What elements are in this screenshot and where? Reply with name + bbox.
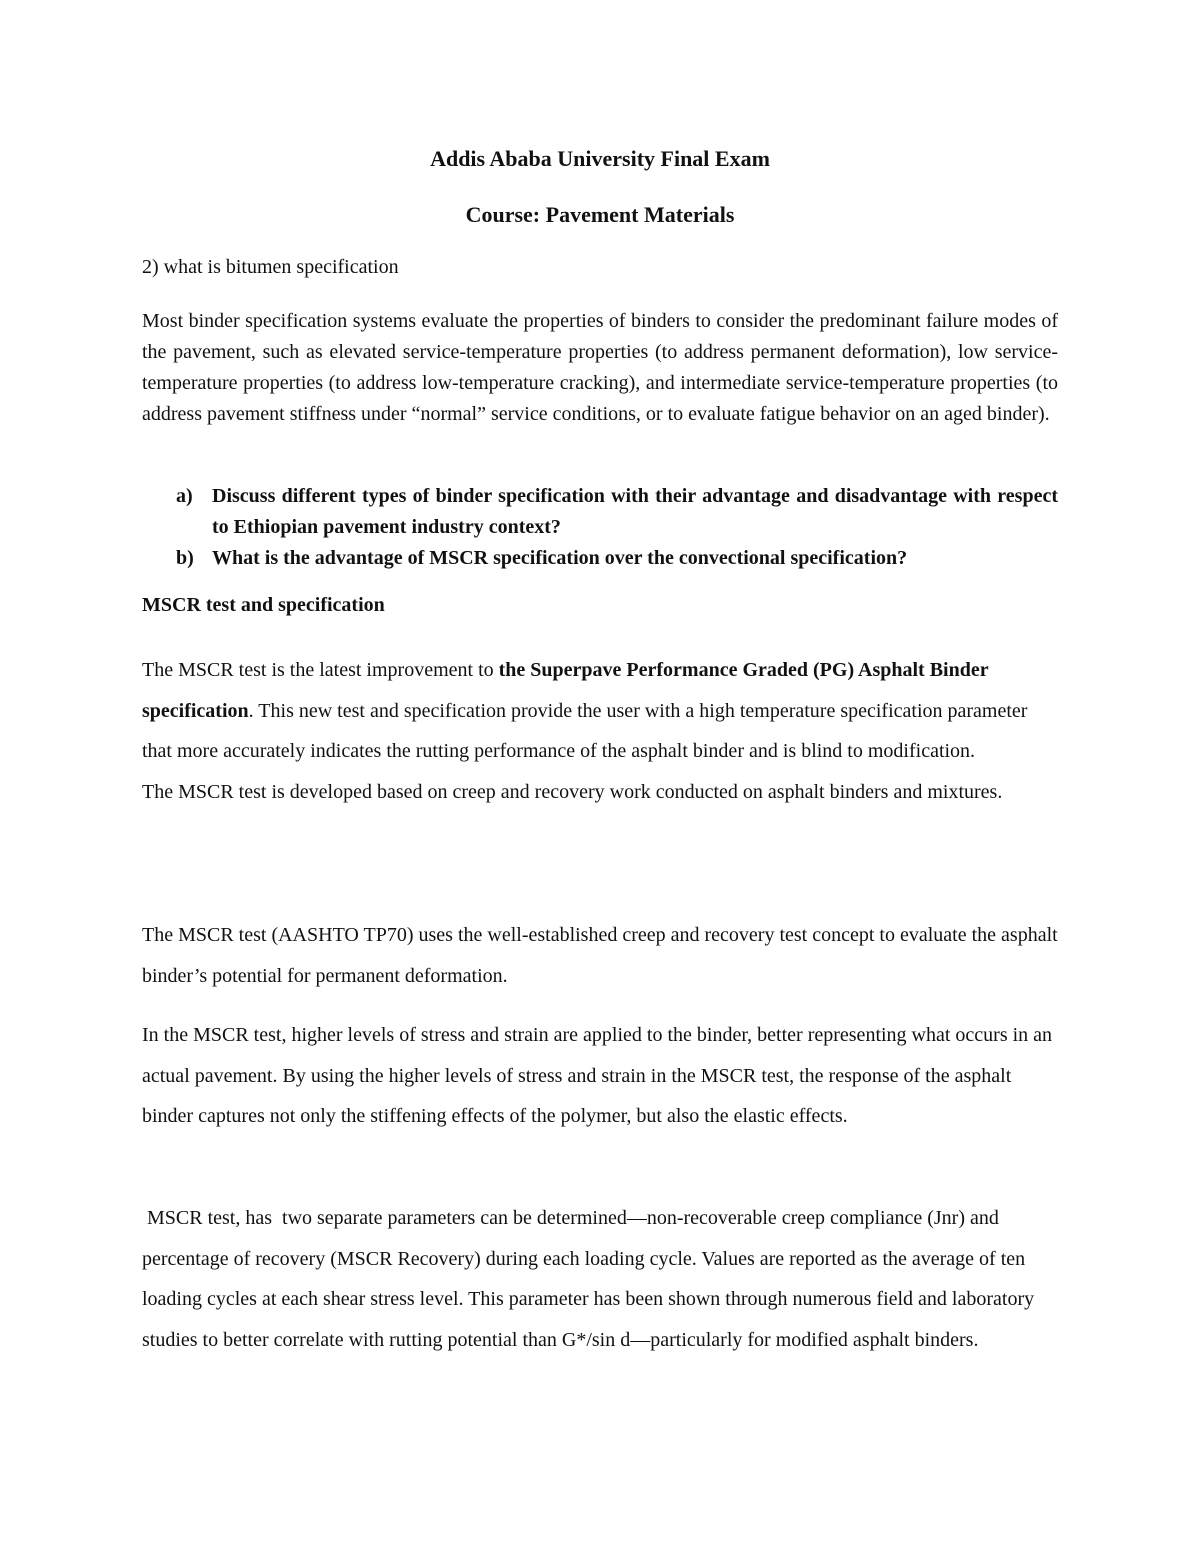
mscr-paragraph-3: The MSCR test (AASHTO TP70) uses the well-established creep and recovery test concept to evaluate the asphalt binder’s potential for permanent deformation. [142,924,1058,987]
paragraph-lead: The MSCR test is the latest improvement to [142,659,499,681]
list-item [176,481,1058,543]
question-text: 2) what is bitumen specification [142,256,399,278]
mscr-paragraph-1 [142,650,1058,812]
sub-question-list [176,481,1058,574]
paragraph-bold: the Superpave Performance Graded (PG) Asphalt Binder specification [142,659,989,722]
list-item [176,543,1058,574]
mscr-paragraph-4: In the MSCR test, higher levels of stress and strain are applied to the binder, better representing what occurs in an actual pavement. By using the higher levels of stress and strain in the MSCR test, the response of the asphalt binder captures not only the stiffening effects of the polymer, but also the elastic effects. [142,1024,1053,1128]
mscr-paragraph-5: MSCR test, has two separate parameters can be determined—non-recoverable creep compliance (Jnr) and percentage of recovery (MSCR Recovery) during each loading cycle. Values are reported as the average of ten loading cycles at each shear stress level. This parameter has been shown through numerous field and laboratory studies to better correlate with rutting potential than G*/sin d—particularly for modified asphalt binders. [142,1207,1040,1351]
sub-question-text: Discuss different types of binder specification with their advantage and disadvantage with respect to Ethiopian pavement industry context? [212,485,1058,538]
document-title: Addis Ababa University Final Exam [430,146,770,171]
mscr-paragraph-2: The MSCR test is developed based on creep and recovery work conducted on asphalt binders and mixtures. [142,780,1003,803]
paragraph-rest: . This new test and specification provide the user with a high temperature specification parameter that more accurately indicates the rutting performance of the asphalt binder and is blind to modification. [142,699,1028,763]
list-marker: b) [176,547,194,569]
section-heading: MSCR test and specification [142,594,385,616]
course-title: Course: Pavement Materials [465,202,735,227]
sub-question-text: What is the advantage of MSCR specification over the convectional specification? [212,547,908,569]
intro-paragraph: Most binder specification systems evaluate the properties of binders to consider the predominant failure modes of the pavement, such as elevated service-temperature properties (to address permanent deformation), low service-temperature properties (to address low-temperature cracking), and intermediate service-temperature properties (to address pavement stiffness under “normal” service conditions, or to evaluate fatigue behavior on an aged binder). [142,310,1058,425]
list-marker: a) [176,485,193,507]
